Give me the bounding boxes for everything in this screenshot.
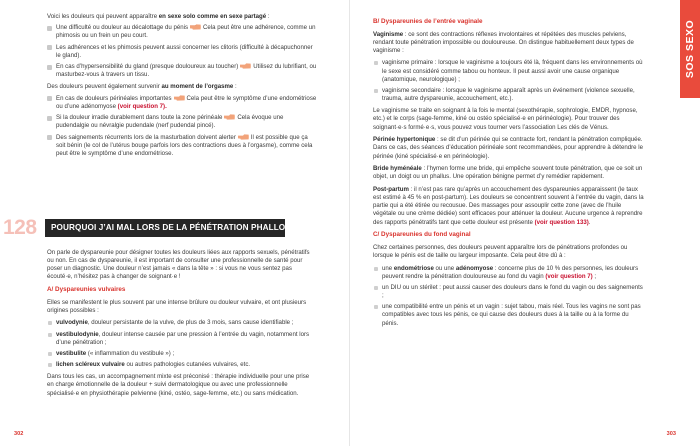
list-item: lichen scléreux vulvaire ou autres pathologies cutanées vulvaires, etc. bbox=[47, 361, 317, 369]
vaginisme-treatment: Le vaginisme se traite en soignant à la fois le mental (sexothérapie, sophrologie, EMDR, hypnose, etc.) et le corps (sage-femme, kiné ou ostéo spécialisé·e en périnéologie). Pour trouver des soignant·e·s formé·e·s, vous pouvez vous tourner vers l’association Les clés de Vénus. bbox=[373, 107, 638, 131]
right-column bbox=[373, 18, 646, 332]
pointing-hand-icon bbox=[238, 134, 249, 140]
list-item: une endométriose ou une adénomyose : concerne plus de 10 % des personnes, les douleurs peuvent rendre la pénétration douloureuse au fond du vagin (voir question 7) ; bbox=[373, 265, 646, 281]
right-page bbox=[350, 0, 700, 446]
page-number-right: 303 bbox=[666, 431, 676, 437]
bullet-square-icon bbox=[47, 116, 52, 121]
vaginisme-list bbox=[373, 59, 646, 103]
bride-paragraph: Bride hyménéale : l’hymen forme une bride, qui empêche souvent toute pénétration, que ce soit un objet, un doigt ou un phallus. Une opération bénigne permet d’y remédier rapidement. bbox=[373, 165, 643, 181]
pointing-hand-icon bbox=[240, 63, 251, 69]
bullet-square-icon bbox=[48, 321, 52, 325]
vulvaires-intro: Elles se manifestent le plus souvent par une intense brûlure ou douleur vulvaire, et ont plusieurs origines possibles : bbox=[47, 298, 307, 314]
list-item: Des saignements récurrents lors de la masturbation doivent alerter Il est possible que ça soit bénin (le col de l’utérus bouge parfois lors des contractions dues à l’orgasme), comme cela peut être le symptôme d’une endométriose. bbox=[47, 134, 317, 158]
question-intro: On parle de dyspareunie pour désigner toutes les douleurs liées aux rapports sexuels, pénétratifs ou non. En cas de dyspareunie, il est important de consulter une professionnelle de santé pour poser un diagnostic. Une douleur n’est jamais « dans la tête » : si vous ne vous sentez pas écouté·e, n’hésitez pas à changer de soignant·e ! bbox=[47, 249, 310, 281]
list-item: vaginisme primaire : lorsque le vaginisme a toujours été là, fréquent dans les environnements où le sexe est considéré comme tabou ou honteux. Il peut aussi avoir une cause organique (anatomique, neurologique) ; bbox=[373, 59, 646, 83]
list-item: En cas d’hypersensibilité du gland (presque douloureux au toucher) Utilisez du lubrifiant, ou masturbez-vous à travers un tissu. bbox=[47, 63, 317, 79]
intro-emphasis: en sexe solo comme en sexe partagé bbox=[158, 13, 267, 20]
pointing-hand-icon bbox=[174, 95, 185, 101]
bullet-square-icon bbox=[374, 89, 378, 93]
vulvaires-outro: Dans tous les cas, un accompagnement mixte est préconisé : thérapie individuelle pour une prise en charge émotionnelle de la douleur + suivi dermatologique ou avec une professionnelle spécialisé·e en physiothérapie pelvienne (kiné, ostéo, sage-femme, etc.) ou sans médication. bbox=[47, 373, 310, 397]
fond-intro: Chez certaines personnes, des douleurs peuvent apparaître lors de pénétrations profondes ou lorsque le pénis est de taille ou largeur imposante. Cela peut être dû à : bbox=[373, 243, 628, 259]
bullet-square-icon bbox=[374, 61, 378, 65]
section-heading-a: A/ Dyspareunies vulvaires bbox=[47, 286, 126, 294]
section-heading-b: B/ Dyspareunies de l’entrée vaginale bbox=[373, 18, 483, 25]
question-header bbox=[0, 216, 350, 242]
orgasm-intro: Des douleurs peuvent également survenir au moment de l’orgasme : bbox=[47, 83, 237, 91]
section-heading-c: C/ Dyspareunies du fond vaginal bbox=[373, 231, 471, 239]
bullet-square-icon bbox=[374, 305, 378, 309]
solo-list bbox=[47, 24, 317, 79]
list-item: Une difficulté ou douleur au décalottage du pénis Cela peut être une adhérence, comme un phimosis ou un frein un peu court. bbox=[47, 24, 317, 40]
vaginisme-definition: Vaginisme : ce sont des contractions réflexes involontaires et répétées des muscles pelviens, rendant toute pénétration impossible ou douloureuse. On distingue habituellement deux types de vaginisme : bbox=[373, 30, 634, 54]
dyspareunie-section bbox=[47, 249, 317, 398]
list-item: Si la douleur irradie durablement dans toute la zone périnéale Cela évoque une pudendalgie ou névralgie pudendale (nerf pudendal pincé). bbox=[47, 114, 317, 130]
vulvaires-list bbox=[47, 319, 317, 369]
list-item: vulvodynie, douleur persistante de la vulve, de plus de 3 mois, sans cause identifiable ; bbox=[47, 319, 317, 327]
question-title: POURQUOI J’AI MAL LORS DE LA PÉNÉTRATION PHALLO-VAGINALE ? bbox=[51, 223, 339, 232]
list-item: une compatibilité entre un pénis et un vagin : sujet tabou, mais réel. Tous les vagins ne sont pas compatibles avec tous les pénis, ce qui cause des douleurs dues à la taille ou à la forme du pénis. bbox=[373, 303, 646, 327]
list-item: Les adhérences et les phimosis peuvent aussi concerner les clitoris (difficulté à décapuchonner le gland). bbox=[47, 44, 317, 60]
list-item: vestibulite (« inflammation du vestibule ») ; bbox=[47, 350, 317, 358]
bullet-square-icon bbox=[47, 26, 52, 31]
bullet-square-icon bbox=[48, 333, 52, 337]
solo-intro: Voici les douleurs qui peuvent apparaître en sexe solo comme en sexe partagé : bbox=[47, 13, 270, 20]
pointing-hand-icon bbox=[224, 114, 235, 120]
list-item: un DIU ou un stérilet : peut aussi causer des douleurs dans le fond du vagin ou des saignements ; bbox=[373, 284, 646, 300]
page-number-left: 302 bbox=[14, 431, 24, 437]
fond-list bbox=[373, 265, 646, 328]
question-number: 128 bbox=[3, 216, 37, 239]
bullet-square-icon bbox=[47, 45, 52, 50]
list-item: En cas de douleurs périnéales importantes Cela peut être le symptôme d’une endométriose ou d’une adénomyose (voir question 7). bbox=[47, 95, 317, 111]
orgasm-list bbox=[47, 95, 317, 158]
bullet-square-icon bbox=[47, 96, 52, 101]
perinee-paragraph: Périnée hypertonique : se dit d’un périnée qui se contracte fort, rendant la pénétration compliquée. Dans ce cas, des séances d’éducation périnéale sont recommandées, pour apprendre à détendre le périnée (kiné spécialisé·e en périnéologie). bbox=[373, 136, 643, 160]
bullet-square-icon bbox=[374, 286, 378, 290]
bullet-square-icon bbox=[48, 363, 52, 367]
list-item: vaginisme secondaire : lorsque le vaginisme apparaît après un événement (violence sexuelle, trauma, autre dyspareunie, accouchement, etc.). bbox=[373, 87, 646, 103]
list-item: vestibulodynie, douleur intense causée par une pression à l’entrée du vagin, notamment lors d’une pénétration ; bbox=[47, 331, 317, 347]
bullet-square-icon bbox=[48, 352, 52, 356]
postpartum-paragraph: Post-partum : il n’est pas rare qu’après un accouchement des dyspareunies apparaissent (le taux est estimé à 45 % en post-partum). Les douleurs se concentrent souvent à l’entrée du vagin, dans la partie qui a été étirée ou recousue. Des massages pour assouplir cette zone (avec de l’huile végétale ou une crème dédiée) sont efficaces pour atténuer la douleur. Aucune urgence à reprendre des rapports pénétratifs tant que cette douleur est présente (voir question 133). bbox=[373, 186, 644, 226]
pointing-hand-icon bbox=[190, 24, 201, 30]
bullet-square-icon bbox=[47, 65, 52, 70]
bullet-square-icon bbox=[374, 267, 378, 271]
bullet-square-icon bbox=[47, 135, 52, 140]
side-tab: SOS SEXO bbox=[680, 0, 700, 98]
solo-section bbox=[47, 13, 317, 162]
